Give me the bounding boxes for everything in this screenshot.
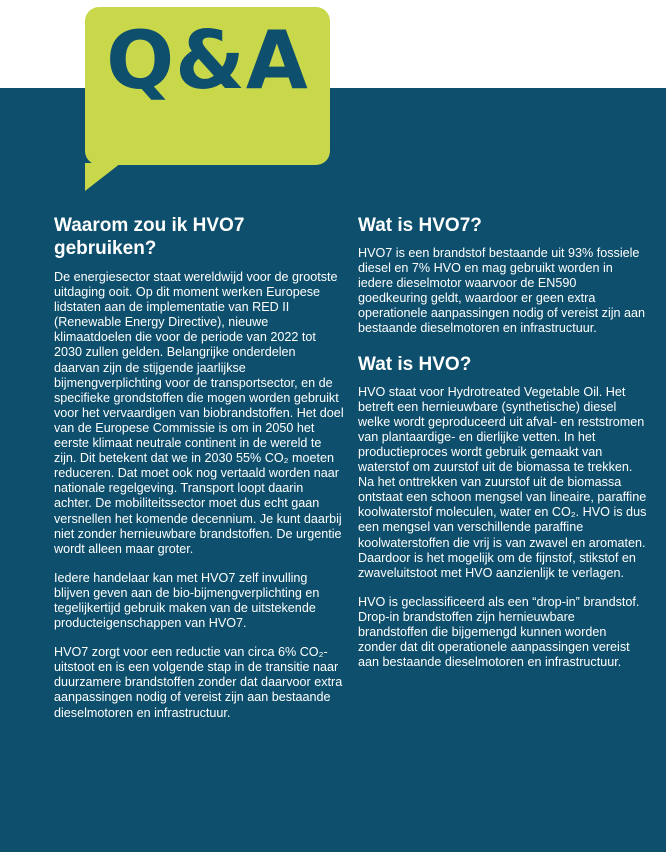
speech-bubble-tail-icon: [85, 163, 121, 191]
paragraph-drop-in: HVO is geclassificeerd als een “drop-in” brandstof. Drop-in brandstoffen zijn hernieuwbare brandstoffen die bijgemengd kunnen worden zonder dat dit operationele aanpassingen vereist aan bestaande dieselmotoren en infrastructuur.: [358, 594, 640, 670]
right-column: [358, 214, 648, 684]
page-title: Q&A: [106, 14, 309, 107]
paragraph-hvo7-definition: HVO7 is een brandstof bestaande uit 93% fossiele diesel en 7% HVO en mag gebruikt worden in iedere dieselmotor waarvoor de EN590 goedkeuring geldt, waardoor er geen extra operationele aanpassingen nodig of vereist zijn aan bestaande dieselmotoren en infrastructuur.: [358, 246, 646, 336]
paragraph-co2-reduction: HVO7 zorgt voor een reductie van circa 6% CO₂-uitstoot en is een volgende stap in de transitie naar duurzamere brandstoffen zonder dat daarvoor extra aanpassingen nodig of vereist zijn aan bestaande dieselmotoren en infrastructuur.: [54, 645, 343, 720]
paragraph-hvo-definition: HVO staat voor Hydrotreated Vegetable Oil. Het betreft een hernieuwbare (synthetische) diesel welke wordt geproduceerd uit afval- en reststromen van plantaardige- en dierlijke vetten. In het productieproces wordt gebruik gemaakt van waterstof om zuurstof uit de biomassa te trekken. Na het onttrekken van zuurstof uit de biomassa ontstaat een schoon mengsel van lineaire, paraffine koolwaterstof moleculen, water en CO₂. HVO is dus een mengsel van verschillende paraffine koolwaterstoffen die vrij is van zwavel en aromaten. Daardoor is het mogelijk om de fijnstof, stikstof en zwaveluitstoot met HVO aanzienlijk te verlagen.: [358, 384, 647, 580]
paragraph-energy-sector: De energiesector staat wereldwijd voor de grootste uitdaging ooit. Op dit moment werken Europese lidstaten aan de implementatie van RED II (Renewable Energy Directive), nieuwe klimaatdoelen die voor de periode van 2022 tot 2030 zullen gelden. Belangrijke onderdelen daarvan zijn de stijgende jaarlijkse bijmengverplichting voor de transportsector, en de specifieke grondstoffen die mogen worden gebruikt voor het vervaardigen van biobrandstoffen. Het doel van de Europese Commissie is om in 2050 het eerste klimaat neutrale continent in de wereld te zijn. Dit betekent dat we in 2030 55% CO₂ moeten reduceren. Dat moet ook nog vertaald worden naar nationale regelgeving. Transport loopt daarin achter. De mobiliteitssector moet dus echt gaan versnellen het komende decennium. Je kunt daarbij niet zonder hernieuwbare brandstoffen. De urgentie wordt alleen maar groter.: [54, 270, 344, 556]
heading-what-is-hvo7: Wat is HVO7?: [358, 215, 482, 236]
heading-what-is-hvo: Wat is HVO?: [358, 353, 472, 375]
paragraph-trader: Iedere handelaar kan met HVO7 zelf invulling blijven geven aan de bio-bijmengverplichting en tegelijkertijd gebruik maken van de uitstekende producteigenschappen van HVO7.: [54, 570, 320, 631]
heading-why-hvo7: Waarom zou ik HVO7 gebruiken?: [54, 215, 245, 259]
left-column: [54, 214, 344, 735]
